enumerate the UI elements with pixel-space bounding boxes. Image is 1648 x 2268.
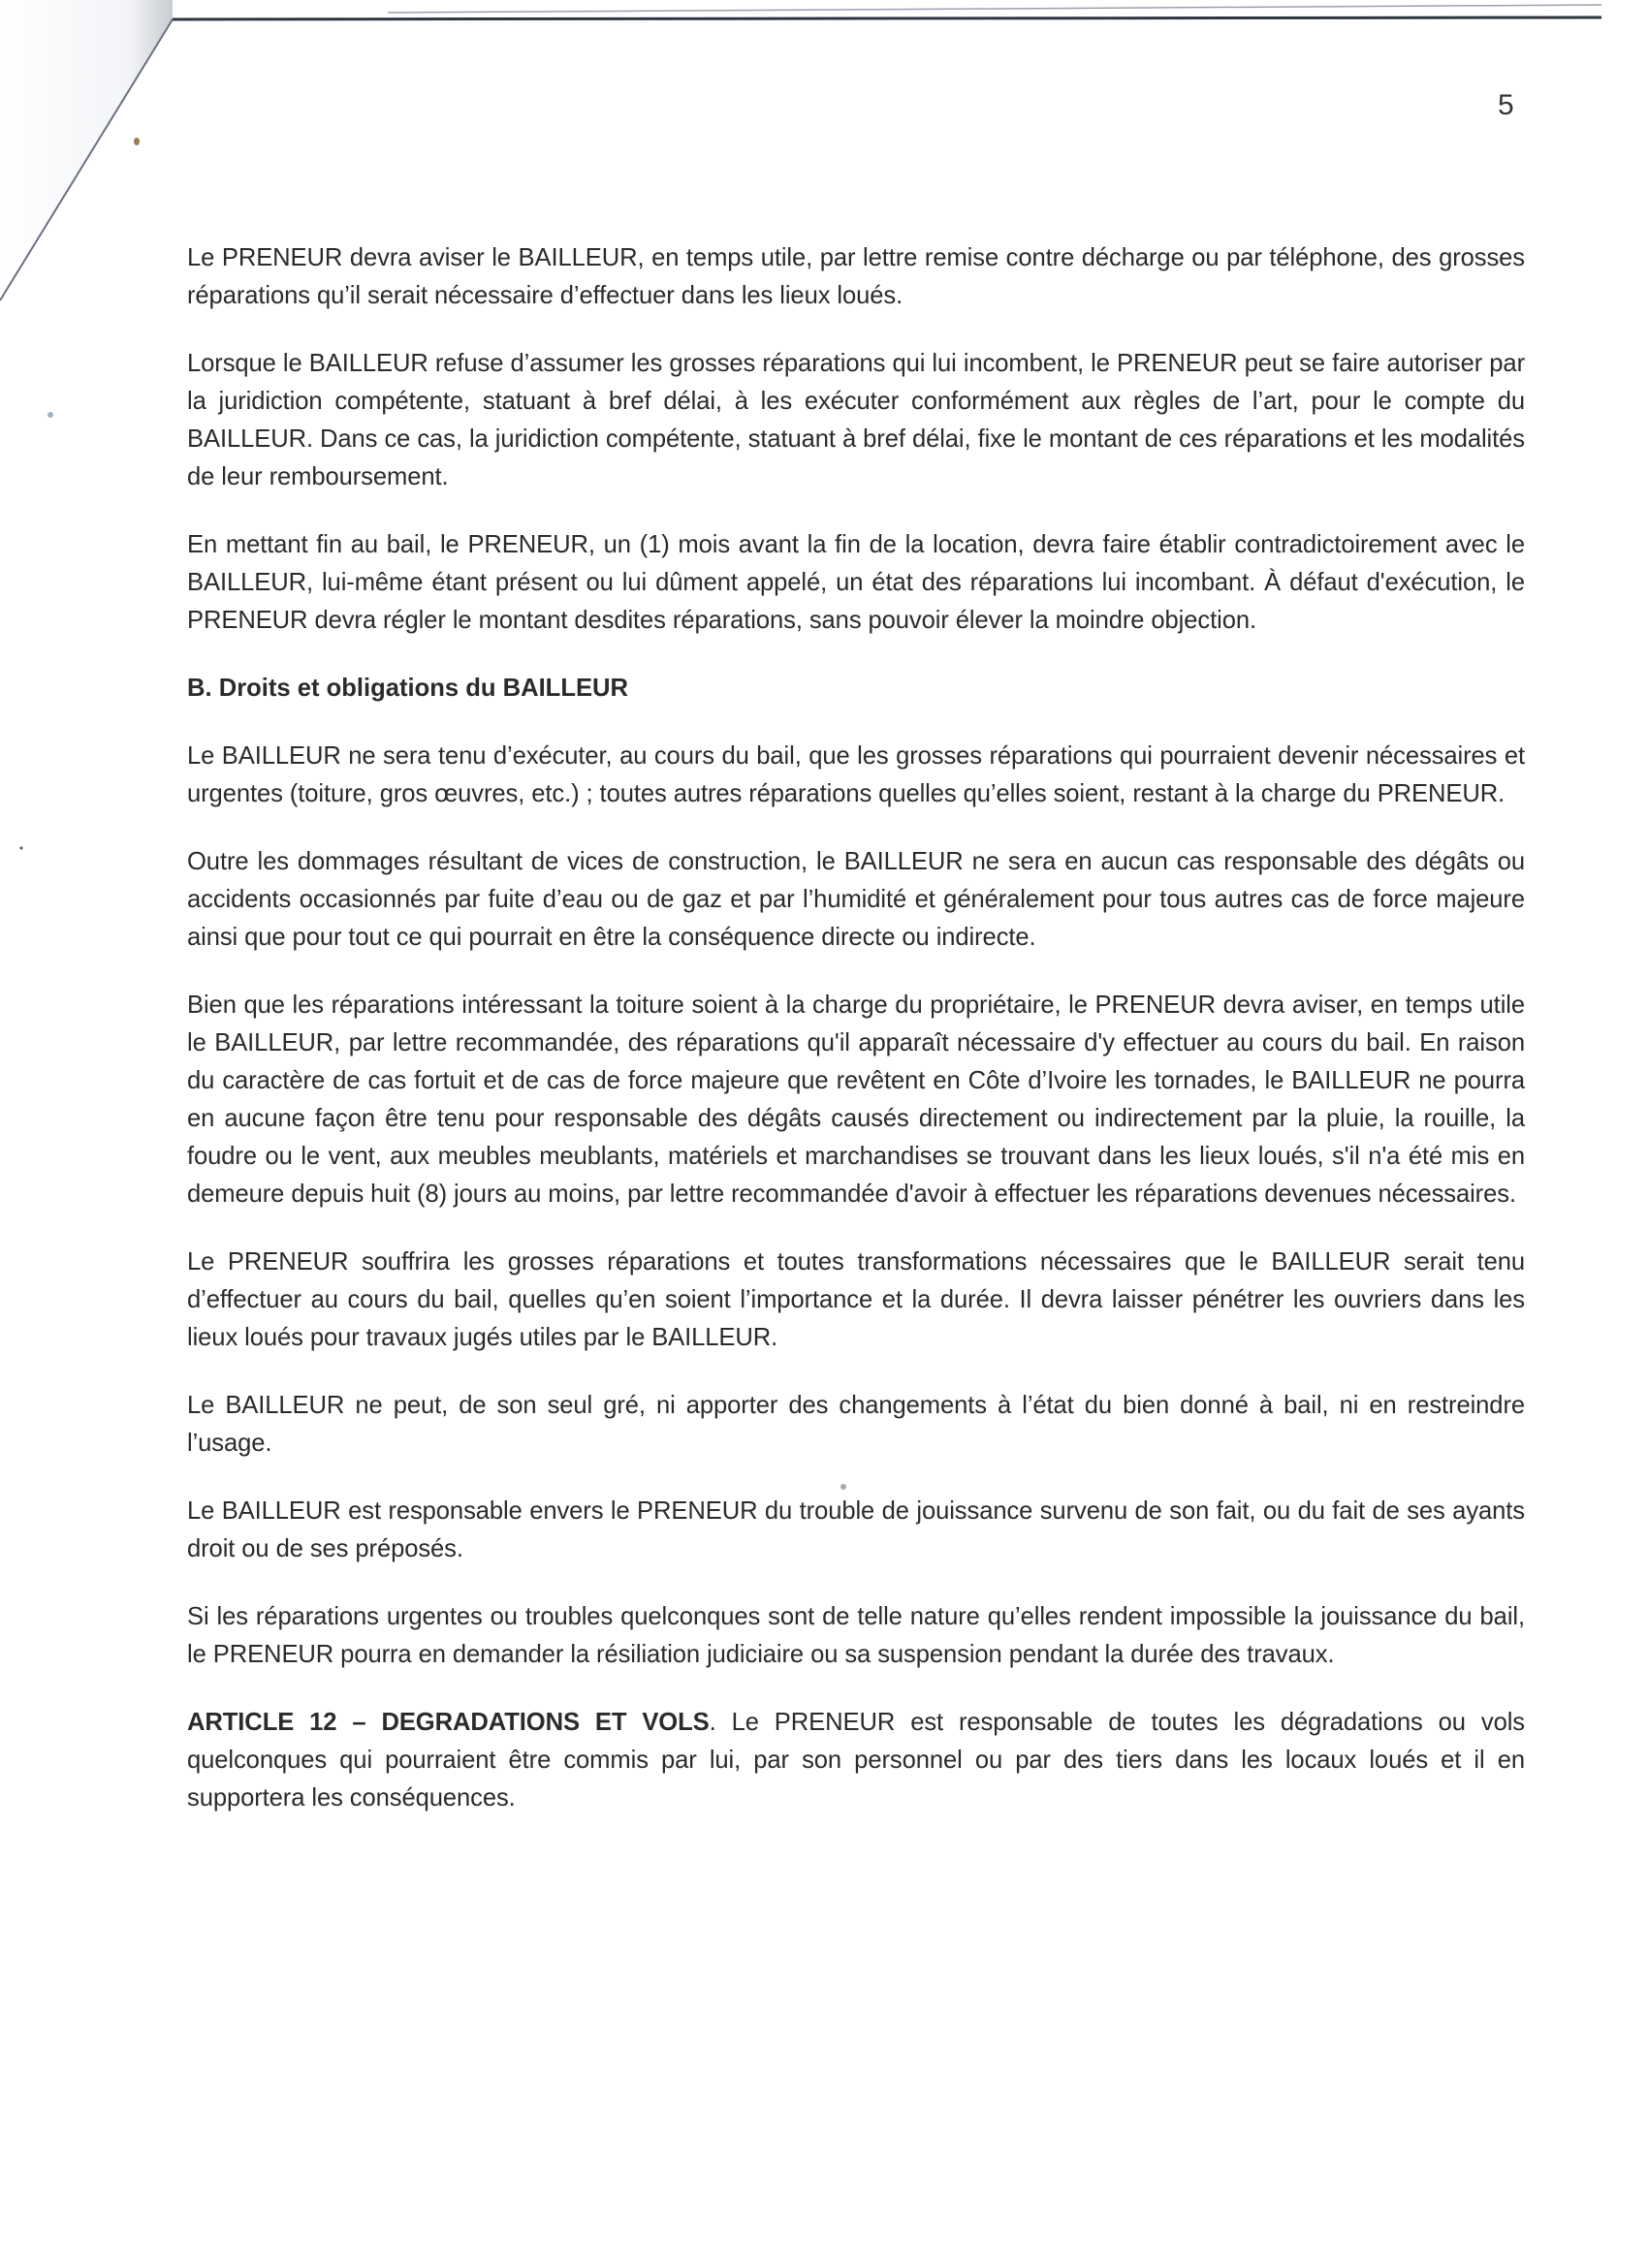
scan-speck xyxy=(20,847,23,850)
page-top-edge xyxy=(173,17,1601,19)
paragraph-lessor-refuses-repairs: Lorsque le BAILLEUR refuse d’assumer les grosses réparations qui lui incombent, le PRENEUR peut se faire autoriser par la juridiction compétente, statuant à bref délai, à les exécuter conformément aux règles de l’art, pour le compte du BAILLEUR. Dans ce cas, la juridiction compétente, statuant à bref délai, fixe le montant de ces réparations et les modalités de leur remboursement. xyxy=(187,350,1525,490)
article-12-text: . Le PRENEUR est responsable de toutes les dégradations ou vols quelconques qui pourraient être commis par lui, par son personnel ou par des tiers dans les locaux loués et il en supportera les conséquences. xyxy=(187,1709,1525,1811)
paragraph-roof-repairs-tornadoes: Bien que les réparations intéressant la toiture soient à la charge du propriétaire, le PRENEUR devra aviser, en temps utile le BAILLEUR, par lettre recommandée, des réparations qu'il apparaît nécessaire d'y effectuer au cours du bail. En raison du caractère de cas fortuit et de cas de force majeure que revêtent en Côte d’Ivoire les tornades, le BAILLEUR ne pourra en aucune façon être tenu pour responsable des dégâts causés directement ou indirectement par la pluie, la rouille, la foudre ou le vent, aux meubles meublants, matériels et marchandises se trouvant dans les lieux loués, s'il n'a été mis en demeure depuis huit (8) jours au moins, par lettre recommandée d'avoir à effectuer les réparations devenues nécessaires. xyxy=(187,992,1525,1208)
section-heading-lessor-rights: B. Droits et obligations du BAILLEUR xyxy=(187,675,628,702)
paragraph-tenant-tolerates-works: Le PRENEUR souffrira les grosses réparations et toutes transformations nécessaires que le BAILLEUR serait tenu d’effectuer au cours du bail, quelles qu’en soient l’importance et la durée. Il devra laisser pénétrer les ouvriers dans les lieux loués pour travaux jugés utiles par le BAILLEUR. xyxy=(187,1248,1525,1351)
paragraph-lessor-major-repairs: Le BAILLEUR ne sera tenu d’exécuter, au cours du bail, que les grosses réparations qui pourraient devenir nécessaires et urgentes (toiture, gros œuvres, etc.) ; toutes autres réparations quelles qu’elles soient, restant à la charge du PRENEUR. xyxy=(187,742,1525,807)
paragraph-lessor-responsible-disturbance: Le BAILLEUR est responsable envers le PRENEUR du trouble de jouissance survenu de son fait, ou du fait de ses ayants droit ou de ses préposés. xyxy=(187,1497,1525,1562)
folded-corner-shadow xyxy=(0,0,173,300)
document-body xyxy=(187,239,1525,1847)
paragraph-no-unilateral-changes: Le BAILLEUR ne peut, de son seul gré, ni apporter des changements à l’état du bien donné à bail, ni en restreindre l’usage. xyxy=(187,1392,1525,1457)
paragraph-termination-suspension: Si les réparations urgentes ou troubles quelconques sont de telle nature qu’elles rendent impossible la jouissance du bail, le PRENEUR pourra en demander la résiliation judiciaire ou sa suspension pendant la durée des travaux. xyxy=(187,1603,1525,1668)
page-left-edge xyxy=(0,19,173,300)
scan-speck xyxy=(48,412,53,418)
paragraph-end-of-lease-inventory: En mettant fin au bail, le PRENEUR, un (1) mois avant la fin de la location, devra faire établir contradictoirement avec le BAILLEUR, lui-même étant présent ou lui dûment appelé, un état des réparations lui incombant. À défaut d'exécution, le PRENEUR devra régler le montant desdites réparations, sans pouvoir élever la moindre objection. xyxy=(187,531,1525,634)
paragraph-notify-repairs: Le PRENEUR devra aviser le BAILLEUR, en temps utile, par lettre remise contre décharge ou par téléphone, des grosses réparations qu’il serait nécessaire d’effectuer dans les lieux loués. xyxy=(187,244,1525,309)
scan-speck xyxy=(134,138,140,145)
page-top-edge-shadow xyxy=(388,5,1601,13)
page-number: 5 xyxy=(1498,89,1514,121)
article-12 xyxy=(187,1704,1525,1817)
article-12-title: ARTICLE 12 – DEGRADATIONS ET VOLS xyxy=(187,1709,710,1736)
paragraph-lessor-liability-exclusions: Outre les dommages résultant de vices de construction, le BAILLEUR ne sera en aucun cas responsable des dégâts ou accidents occasionnés par fuite d’eau ou de gaz et par l’humidité et généralement pour tous autres cas de force majeure ainsi que pour tout ce qui pourrait en être la conséquence directe ou indirecte. xyxy=(187,848,1525,951)
